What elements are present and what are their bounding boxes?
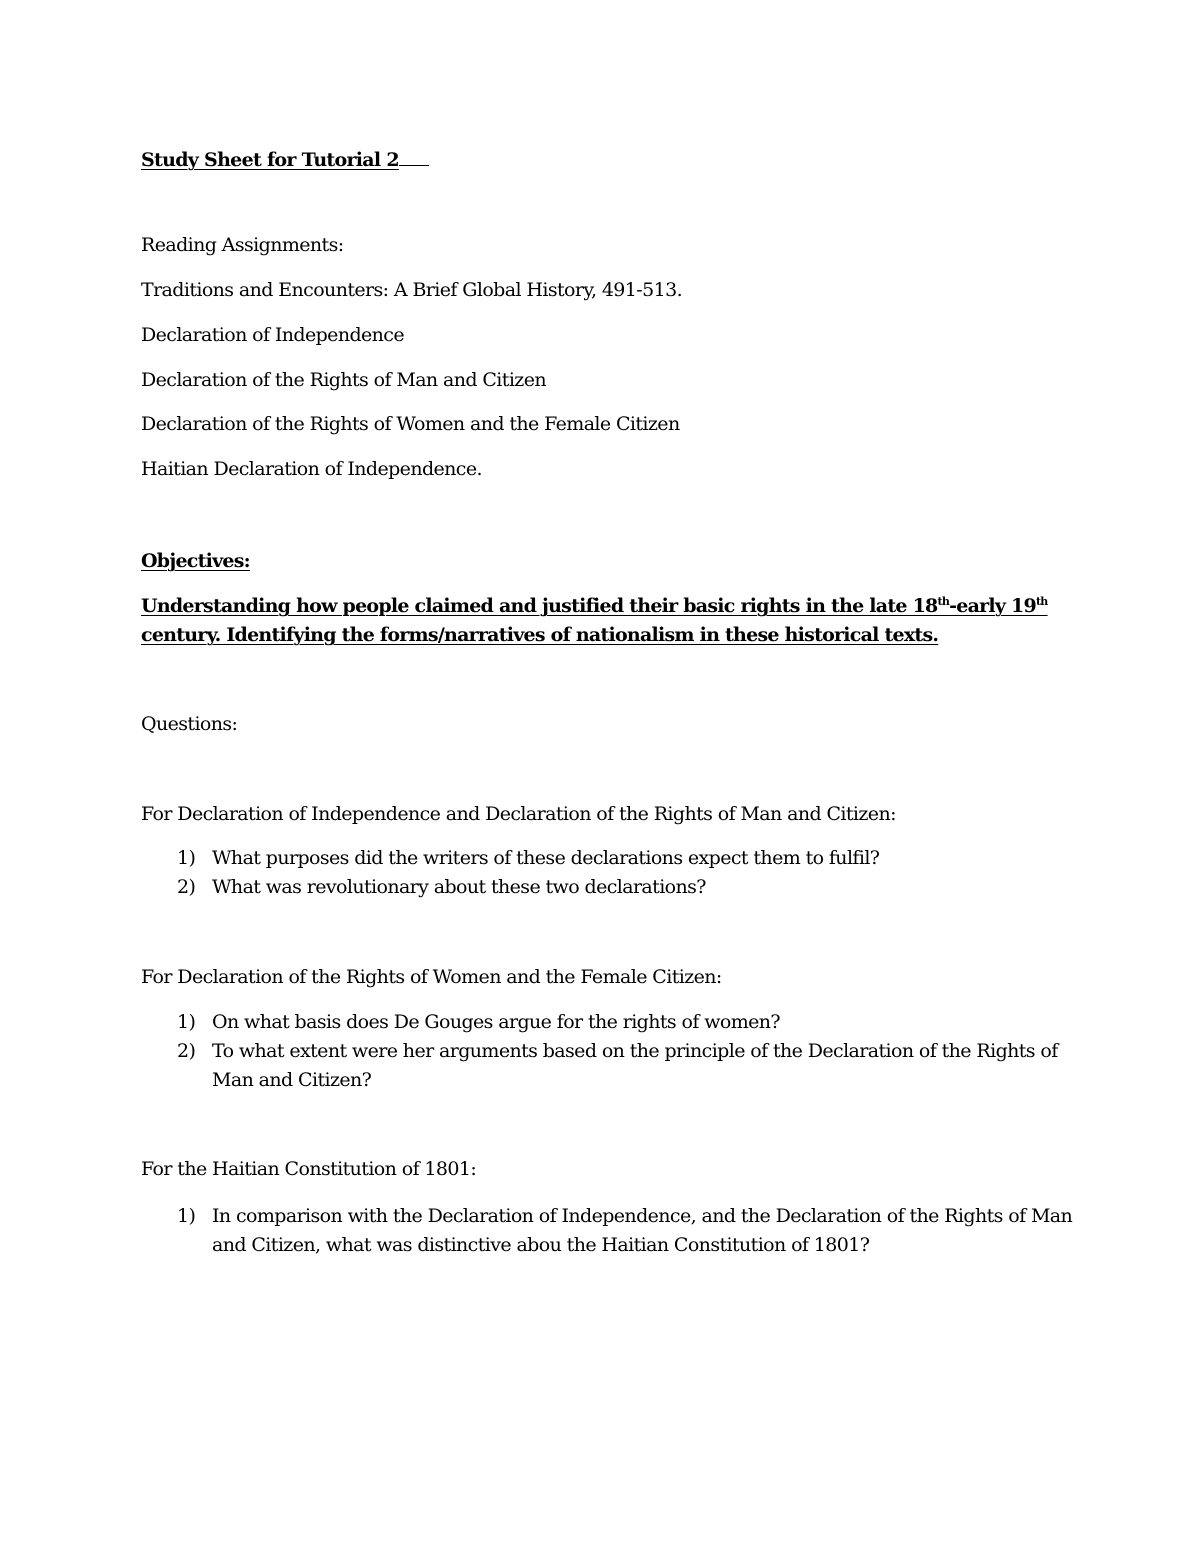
questions-heading: Questions:	[141, 713, 238, 735]
list-item	[141, 1202, 1081, 1260]
question-text: In comparison with the Declaration of Independence, and the Declaration of the Rights of Man and Citizen, what was distinctive abou the Haitian Constitution of 1801?	[212, 1205, 1073, 1256]
objectives-line-2: century. Identifying the forms/narratives of nationalism in these historical texts.	[141, 624, 939, 646]
question-section-heading: For the Haitian Constitution of 1801:	[141, 1158, 477, 1180]
question-text: To what extent were her arguments based on the principle of the Declaration of the Rights of Man and Citizen?	[212, 1040, 1058, 1091]
list-item	[141, 1037, 1081, 1095]
ordinal-suffix: th	[1035, 595, 1048, 608]
question-list	[141, 844, 1081, 902]
list-number: 2)	[177, 876, 196, 898]
question-section-heading: For Declaration of the Rights of Women and the Female Citizen:	[141, 966, 722, 988]
question-list	[141, 1008, 1081, 1095]
list-number: 2)	[177, 1040, 196, 1062]
reading-item: Declaration of the Rights of Man and Citizen	[141, 369, 546, 391]
title-underline-extension	[399, 146, 429, 166]
objectives-heading: Objectives:	[141, 550, 250, 572]
reading-item: Declaration of the Rights of Women and the Female Citizen	[141, 413, 680, 435]
objectives-line-1	[141, 594, 1048, 618]
reading-item: Declaration of Independence	[141, 324, 404, 346]
question-text: What purposes did the writers of these declarations expect them to fulfil?	[212, 847, 880, 869]
objectives-text-part: -early 19	[949, 595, 1036, 617]
page-title	[141, 146, 429, 172]
reading-heading: Reading Assignments:	[141, 234, 344, 256]
page-title-text: Study Sheet for Tutorial 2	[141, 149, 399, 171]
reading-item: Traditions and Encounters: A Brief Global History, 491-513.	[141, 279, 683, 301]
list-item	[141, 844, 1081, 873]
question-section-heading: For Declaration of Independence and Declaration of the Rights of Man and Citizen:	[141, 803, 896, 825]
objectives-text-part: Understanding how people claimed and justified their basic rights in the late 18	[141, 595, 938, 617]
list-item	[141, 873, 1081, 902]
list-number: 1)	[177, 1205, 196, 1227]
question-text: On what basis does De Gouges argue for the rights of women?	[212, 1011, 780, 1033]
question-text: What was revolutionary about these two declarations?	[212, 876, 706, 898]
ordinal-suffix: th	[937, 595, 950, 608]
question-list	[141, 1202, 1081, 1260]
list-item	[141, 1008, 1081, 1037]
list-number: 1)	[177, 847, 196, 869]
list-number: 1)	[177, 1011, 196, 1033]
reading-item: Haitian Declaration of Independence.	[141, 458, 482, 480]
